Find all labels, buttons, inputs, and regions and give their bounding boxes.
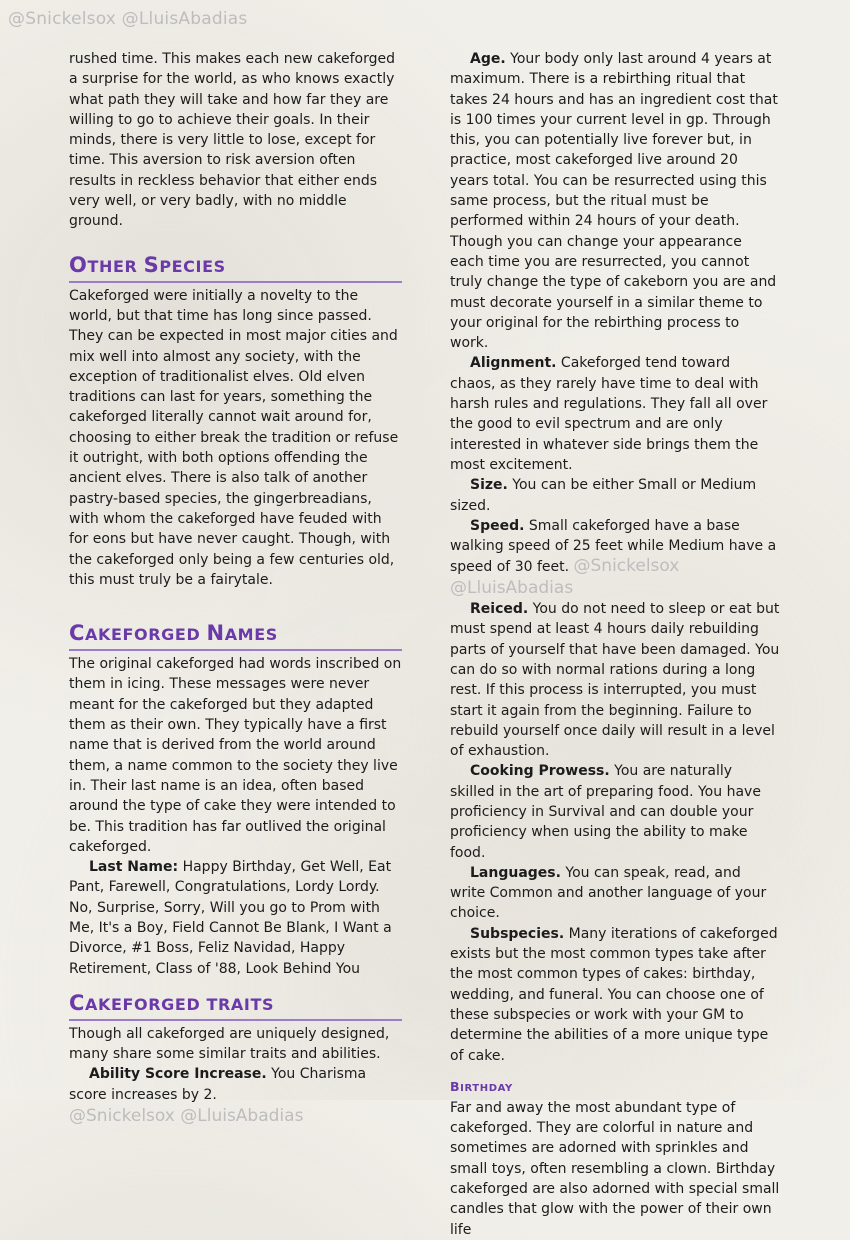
- age-paragraph: Age. Your body only last around 4 years at maximum. There is a rebirthing ritual that takes 24 hours and has an ingredient cost that is 100 times your current level in gp. Through this, you can potentially live forever but, in practice, most cakeforged live around 20 years total. You can be resurrected using this same process, but the ritual must be performed within 24 hours of your death. Though you can change your appearance each time you are resurrected, you cannot truly change the type of cakeborn you are and must decorate yourself in a similar theme to your original for the rebirthing process to work.: [450, 51, 778, 352]
- cakeforged-traits-text: Though all cakeforged are uniquely designed, many share some similar traits and abilities.: [69, 1025, 390, 1063]
- watermark-mid: @Snickelsox @LluisAbadias: [450, 556, 680, 598]
- right-column: [450, 49, 780, 1240]
- intro-paragraph: rushed time. This makes each new cakeforged a surprise for the world, as who knows exactly what path they will take and how far they are willing to go to achieve their goals. In their minds, there is very little to lose, except for time. This aversion to risk aversion often results in reckless behavior that either ends very well, or very badly, with no middle ground.: [69, 51, 396, 230]
- last-name-paragraph: Last Name: Happy Birthday, Get Well, Eat Pant, Farewell, Congratulations, Lordy Lordy. No, Surprise, Sorry, Will you go to Prom with Me, It's a Boy, Field Cannot Be Blank, I Want a Divorce, #1 Boss, Feliz Navidad, Happy Retirement, Class of '88, Look Behind You: [69, 859, 392, 977]
- speed-paragraph: Speed. Small cakeforged have a base walking speed of 25 feet while Medium have a speed of 30 feet. @Snickelsox @LluisAbadias: [450, 517, 777, 598]
- ability-score-paragraph: Ability Score Increase. You Charisma score increases by 2.: [69, 1066, 367, 1103]
- cakeforged-names-text: The original cakeforged had words inscribed on them in icing. These messages were never meant for the cakeforged but they adapted them as their own. They typically have a first name that is derived from the world around them, a name common to the society they live in. Their last name is an idea, often based around the type of cake they were intended to be. This tradition has far outlived the original cakeforged.: [69, 656, 402, 855]
- watermark-bottom: @Snickelsox @LluisAbadias: [69, 1106, 304, 1127]
- subspecies-paragraph: Subspecies. Many iterations of cakeforged exists but the most common types take after the most common types of cakes: birthday, wedding, and funeral. You can choose one of these subspecies or work with your GM to determine the abilities of a more unique type of cake.: [450, 925, 778, 1064]
- cooking-prowess-paragraph: Cooking Prowess. You are naturally skilled in the art of preparing food. You have proficiency in Survival and can double your proficiency when using the ability to make food.: [450, 763, 761, 861]
- size-paragraph: Size. You can be either Small or Medium sized.: [450, 477, 757, 514]
- watermark-top: @Snickelsox @LluisAbadias: [8, 9, 248, 29]
- reiced-paragraph: Reiced. You do not need to sleep or eat but must spend at least 4 hours daily rebuilding parts of yourself that have been damaged. You can do so with normal rations during a long rest. If this process is interrupted, you must start it again from the beginning. Failure to rebuild yourself once daily will result in a level of exhaustion.: [450, 601, 780, 760]
- languages-paragraph: Languages. You can speak, read, and write Common and another language of your choice.: [450, 864, 767, 922]
- alignment-paragraph: Alignment. Cakeforged tend toward chaos, as they rarely have time to deal with harsh rules and regulations. They fall all over the good to evil spectrum and are only interested in whatever side brings them the most excitement.: [450, 355, 768, 473]
- birthday-text: Far and away the most abundant type of cakeforged. They are colorful in nature and sometimes are adorned with sprinkles and small toys, often resembling a clown. Birthday cakeforged are also adorned with special small candles that glow with the power of their own life: [450, 1099, 780, 1238]
- left-column: [69, 49, 402, 1127]
- other-species-text: Cakeforged were initially a novelty to the world, but that time has long since passed. They can be expected in most major cities and mix well into almost any society, with the exception of traditionalist elves. Old elven traditions can last for years, something the cakeforged literally cannot wait around for, choosing to either break the tradition or refuse it outright, with both options offending the ancient elves. There is also talk of another pastry-based species, the gingerbreadians, with whom the cakeforged have feuded with for eons but have never caught. Though, with the cakeforged only being a few centuries old, this must truly be a fairytale.: [69, 287, 399, 588]
- cakeforged-names-heading: CAKEFORGED NAMES: [69, 619, 402, 651]
- cakeforged-traits-heading: CAKEFORGED TRAITS: [69, 989, 402, 1021]
- other-species-heading: OTHER SPECIES: [69, 251, 402, 283]
- birthday-heading: BIRTHDAY: [450, 1078, 513, 1094]
